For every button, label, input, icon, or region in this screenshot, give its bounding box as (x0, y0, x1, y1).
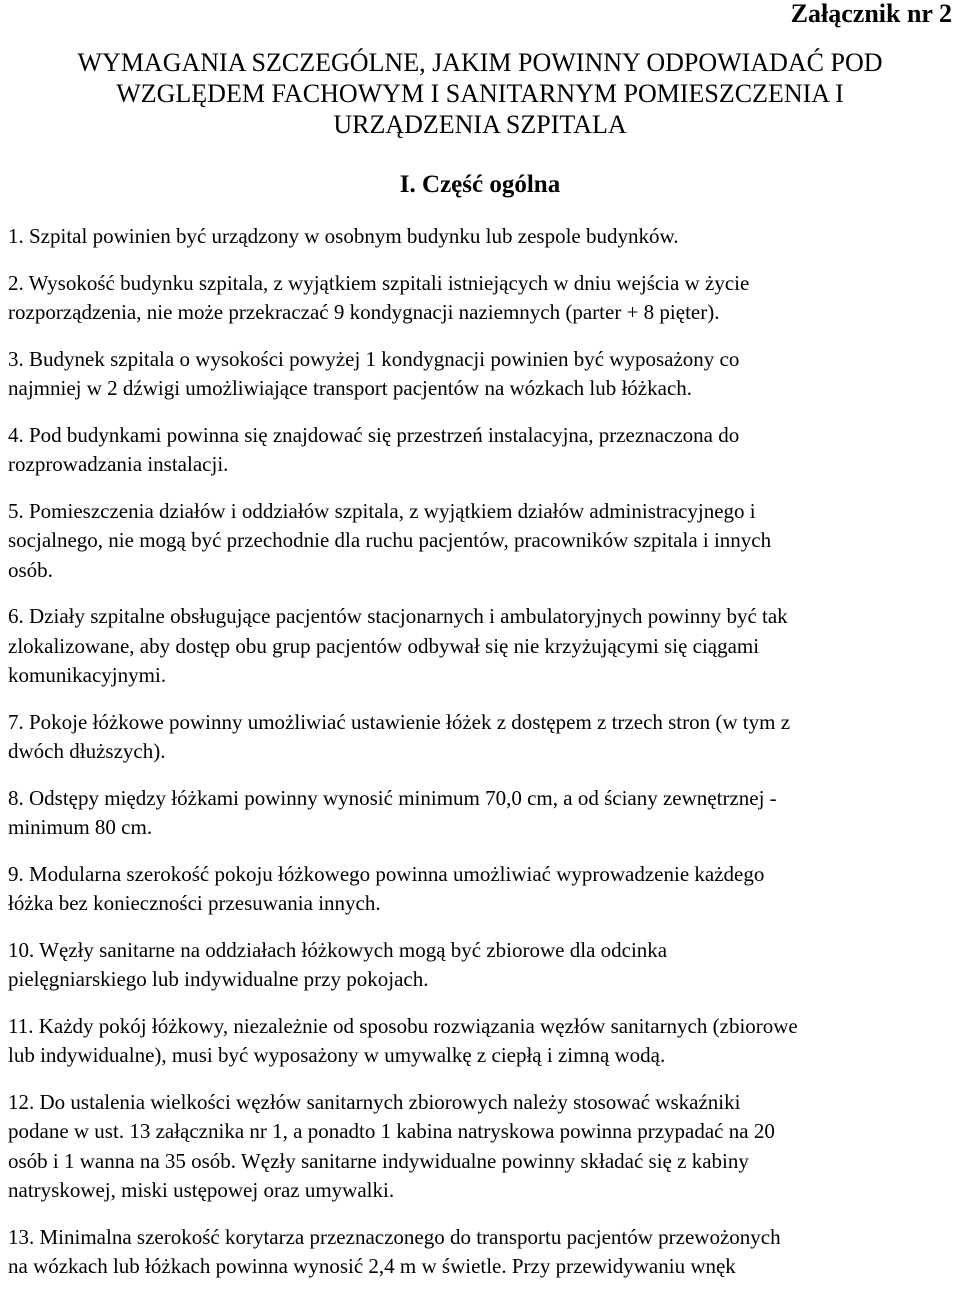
item-line: rozprowadzania instalacji. (8, 452, 229, 476)
item-line: 12. Do ustalenia wielkości węzłów sanitarnych zbiorowych należy stosować wskaźniki (8, 1089, 741, 1114)
item-line: 11. Każdy pokój łóżkowy, niezależnie od sposobu rozwiązania węzłów sanitarnych (zbiorowe (8, 1013, 798, 1038)
title-line: URZĄDZENIA SZPITALA (333, 110, 627, 139)
item-line: 10. Węzły sanitarne na oddziałach łóżkowych mogą być zbiorowe dla odcinka (8, 937, 668, 962)
item-line: osób. (8, 557, 53, 582)
title-line: WZGLĘDEM FACHOWYM I SANITARNYM POMIESZCZENIA I (116, 79, 844, 108)
regulation-item-1 (8, 222, 958, 252)
item-line: 9. Modularna szerokość pokoju łóżkowego powinna umożliwiać wyprowadzenie każdego (8, 861, 765, 886)
item-line: 13. Minimalna szerokość korytarza przeznaczonego do transportu pacjentów przewożonych (8, 1224, 781, 1249)
regulation-item-11 (8, 1012, 958, 1071)
item-line: rozporządzenia, nie może przekraczać 9 kondygnacji naziemnych (parter + 8 pięter). (8, 300, 720, 324)
section-heading: I. Część ogólna (399, 171, 561, 198)
item-line: natryskowej, miski ustępowej oraz umywalki. (8, 1178, 395, 1202)
regulation-item-3 (8, 345, 958, 404)
item-line: na wózkach lub łóżkach powinna wynosić 2,4 m w świetle. Przy przewidywaniu wnęk (8, 1254, 736, 1278)
regulation-item-7 (8, 708, 958, 767)
item-line: 8. Odstępy między łóżkami powinny wynosić minimum 70,0 cm, a od ściany zewnętrznej - (8, 785, 777, 810)
item-line: zlokalizowane, aby dostęp obu grup pacjentów odbywał się nie krzyżującymi się ciągami (8, 633, 760, 658)
regulation-item-9 (8, 860, 958, 919)
item-line: 4. Pod budynkami powinna się znajdować się przestrzeń instalacyjna, przeznaczona do (8, 422, 740, 447)
item-line: 7. Pokoje łóżkowe powinny umożliwiać ustawienie łóżek z dostępem z trzech stron (w tym z (8, 709, 791, 734)
item-line: 5. Pomieszczenia działów i oddziałów szpitala, z wyjątkiem działów administracyjnego i (8, 498, 756, 523)
item-line: najmniej w 2 dźwigi umożliwiające transport pacjentów na wózkach lub łóżkach. (8, 376, 693, 400)
regulation-item-4 (8, 421, 958, 480)
item-line: dwóch dłuższych). (8, 739, 166, 763)
annex-label: Załącznik nr 2 (790, 0, 952, 28)
item-line: podane w ust. 13 załącznika nr 1, a ponadto 1 kabina natryskowa powinna przypadać na 20 (8, 1119, 775, 1143)
item-line: lub indywidualne), musi być wyposażony w umywalkę z ciepłą i zimną wodą. (8, 1043, 666, 1067)
document-title (0, 47, 960, 140)
regulation-item-5 (8, 497, 958, 586)
item-line: komunikacyjnymi. (8, 663, 167, 687)
item-line: pielęgniarskiego lub indywidualne przy pokojach. (8, 967, 429, 991)
regulation-item-2 (8, 269, 958, 328)
regulation-item-12 (8, 1088, 958, 1206)
item-line: 1. Szpital powinien być urządzony w osobnym budynku lub zespole budynków. (8, 224, 679, 248)
item-line: łóżka bez konieczności przesuwania innych. (8, 891, 381, 915)
regulation-item-13 (8, 1223, 958, 1282)
item-line: 2. Wysokość budynku szpitala, z wyjątkiem szpitali istniejących w dniu wejścia w życie (8, 270, 750, 295)
regulation-item-8 (8, 784, 958, 843)
item-line: socjalnego, nie mogą być przechodnie dla ruchu pacjentów, pracowników szpitala i innych (8, 528, 772, 552)
item-line: osób i 1 wanna na 35 osób. Węzły sanitarne indywidualne powinny składać się z kabiny (8, 1148, 749, 1173)
title-line: WYMAGANIA SZCZEGÓLNE, JAKIM POWINNY ODPOWIADAĆ POD (77, 48, 883, 77)
regulation-item-10 (8, 936, 958, 995)
regulation-item-6 (8, 602, 958, 691)
item-line: 3. Budynek szpitala o wysokości powyżej 1 kondygnacji powinien być wyposażony co (8, 346, 740, 371)
item-line: 6. Działy szpitalne obsługujące pacjentów stacjonarnych i ambulatoryjnych powinny być tak (8, 604, 788, 628)
regulation-items (8, 222, 958, 1299)
item-line: minimum 80 cm. (8, 815, 153, 839)
